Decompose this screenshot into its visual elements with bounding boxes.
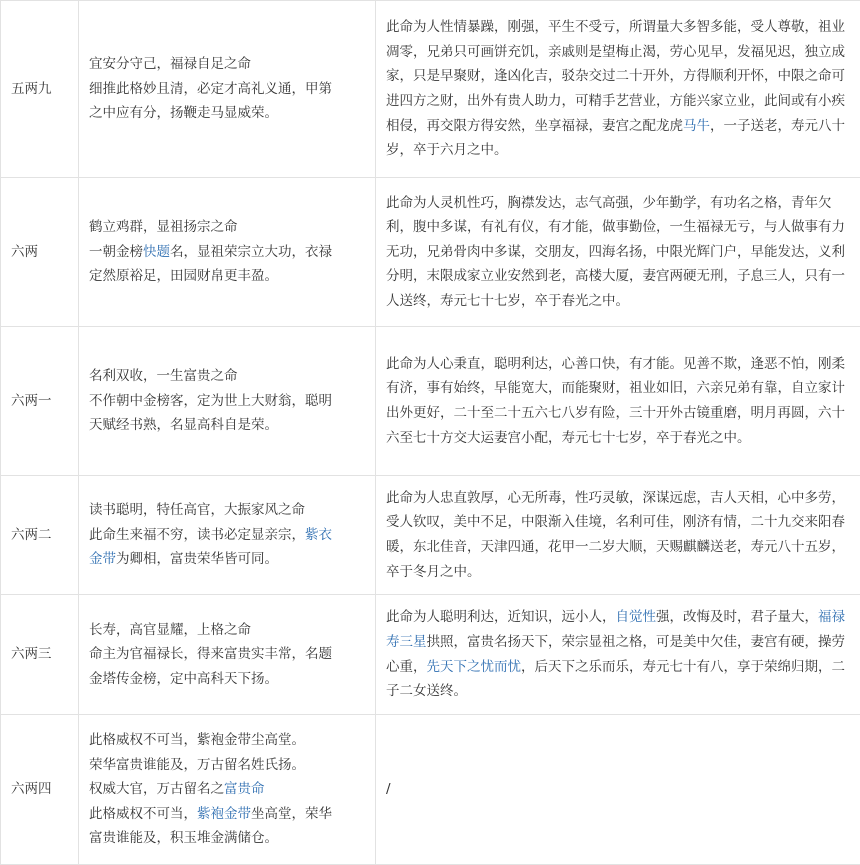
weight-cell: 六两三 — [1, 595, 79, 715]
table-row — [1, 595, 860, 715]
summary-text: 宜安分守己，福禄自足之命 — [89, 56, 251, 72]
detail-text: 拱照，富贵名扬天下，荣宗显祖之格，可是美中欠佳，妻宫有硬，操劳心重， — [386, 634, 845, 675]
summary-text: 鹤立鸡群，显祖扬宗之命 — [89, 219, 238, 235]
summary-line — [89, 364, 365, 389]
weight-cell: 五两九 — [1, 1, 79, 178]
keyword-link[interactable]: 紫袍金带 — [197, 806, 251, 822]
summary-text: 荣华富贵谁能及，万古留名姓氏扬。 — [89, 757, 305, 773]
summary-line — [89, 802, 365, 827]
summary-line — [89, 101, 365, 126]
weight-cell: 六两 — [1, 178, 79, 327]
summary-line — [89, 77, 365, 102]
summary-line — [89, 52, 365, 77]
summary-line — [89, 413, 365, 438]
summary-text: 定然原裕足，田园财帛更丰盈。 — [89, 268, 278, 284]
summary-line — [89, 215, 365, 240]
keyword-link[interactable]: 紫衣 — [305, 527, 332, 543]
table-row — [1, 715, 860, 865]
detail-cell — [376, 178, 860, 327]
detail-paragraph — [386, 191, 850, 314]
detail-text: 此命为人忠直敦厚，心无所毒，性巧灵敏，深谋远虑，吉人天相，心中多劳，受人钦叹，美中不足，中限渐入佳境，名利可佳，刚济有情，二十九交来阳春暖，东北佳音，天津四通，花甲一二岁大顺，天赐麒麟送老，寿元八十五岁，卒于冬月之中。 — [386, 490, 845, 580]
summary-text: 权威大官，万古留名之 — [89, 781, 224, 797]
keyword-link[interactable]: 自觉性 — [616, 609, 657, 625]
summary-line — [89, 826, 365, 851]
detail-paragraph — [386, 352, 850, 450]
detail-cell — [376, 1, 860, 178]
summary-text: 金塔传金榜，定中高科天下扬。 — [89, 671, 278, 687]
summary-text: 名利双收，一生富贵之命 — [89, 368, 238, 384]
summary-text: 名，显祖荣宗立大功，衣禄 — [170, 244, 332, 260]
keyword-link[interactable]: 快题 — [143, 244, 170, 260]
keyword-link[interactable]: 金带 — [89, 551, 116, 567]
summary-cell — [79, 1, 376, 178]
detail-text: ，后天下之乐而乐，寿元七十有八，享于荣绵归期，二子二女送终。 — [386, 659, 845, 700]
table-row — [1, 1, 860, 178]
keyword-link[interactable]: 富贵命 — [224, 781, 265, 797]
summary-text: 此格威权不可当， — [89, 806, 197, 822]
summary-text: 坐高堂，荣华 — [251, 806, 332, 822]
detail-cell — [376, 327, 860, 476]
detail-paragraph — [386, 486, 850, 584]
summary-text: 为卿相，富贵荣华皆可同。 — [116, 551, 278, 567]
summary-text: 命主为官福禄长，得来富贵实丰常，名题 — [89, 646, 332, 662]
summary-text: 读书聪明，特任高官，大振家风之命 — [89, 502, 305, 518]
summary-line — [89, 498, 365, 523]
summary-line — [89, 777, 365, 802]
summary-line — [89, 642, 365, 667]
summary-text: 一朝金榜 — [89, 244, 143, 260]
summary-line — [89, 728, 365, 753]
summary-text: 富贵谁能及，积玉堆金满储仓。 — [89, 830, 278, 846]
detail-paragraph — [386, 777, 850, 802]
summary-line — [89, 523, 365, 548]
summary-cell — [79, 178, 376, 327]
summary-cell — [79, 476, 376, 595]
summary-line — [89, 240, 365, 265]
summary-line — [89, 264, 365, 289]
summary-text: 细推此格妙且清，必定才高礼义通，甲第 — [89, 81, 332, 97]
summary-text: 此命生来福不穷，读书必定显亲宗， — [89, 527, 305, 543]
detail-cell — [376, 595, 860, 715]
summary-text: 不作朝中金榜客，定为世上大财翁，聪明 — [89, 393, 332, 409]
summary-text: 长寿，高官显耀，上格之命 — [89, 622, 251, 638]
summary-text: 天赋经书熟，名显高科自是荣。 — [89, 417, 278, 433]
table-body — [1, 1, 860, 865]
detail-paragraph — [386, 15, 850, 163]
detail-text: 强，改悔及时，君子量大， — [656, 609, 818, 625]
weight-cell: 六两二 — [1, 476, 79, 595]
detail-cell — [376, 476, 860, 595]
detail-paragraph — [386, 605, 850, 703]
summary-line — [89, 753, 365, 778]
keyword-link[interactable]: 先天下之忧而忧 — [427, 659, 522, 675]
summary-line — [89, 618, 365, 643]
summary-text: 此格威权不可当，紫袍金带尘高堂。 — [89, 732, 305, 748]
detail-text: 此命为人性情暴躁，刚强，平生不受亏，所谓量大多智多能，受人尊敬，祖业凋零，兄弟只可画饼充饥，亲戚则是望梅止渴，劳心见早，发福见迟，独立成家，只是早聚财，逢凶化吉，驳杂交过二十开外，方得顺利开怀，中限之命可进四方之财，出外有贵人助力，可精手艺营业，方能兴家立业，此间或有小疾相侵，再交限方得安然，坐享福禄，妻宫之配龙虎 — [386, 19, 845, 133]
summary-text: 之中应有分，扬鞭走马显威荣。 — [89, 105, 278, 121]
keyword-link[interactable]: 马牛 — [683, 118, 710, 134]
detail-text: 此命为人灵机性巧，胸襟发达，志气高强，少年勤学，有功名之格，青年欠利，腹中多谋，有礼有仪，有才能，做事勤俭，一生福禄无亏，与人做事有力无功，兄弟骨肉中多谋，交朋友，四海名扬，中限光辉门户，早能发达，义利分明，末限成家立业安然到老，高楼大厦，妻宫两硬无刑，子息三人，只有一人送终，寿元七十七岁，卒于春光之中。 — [386, 195, 845, 309]
summary-cell — [79, 327, 376, 476]
summary-line — [89, 667, 365, 692]
table-row — [1, 178, 860, 327]
summary-cell — [79, 595, 376, 715]
table-row — [1, 476, 860, 595]
summary-cell — [79, 715, 376, 865]
table-row — [1, 327, 860, 476]
detail-text: 此命为人聪明利达，近知识，远小人， — [386, 609, 616, 625]
summary-line — [89, 389, 365, 414]
weight-cell: 六两一 — [1, 327, 79, 476]
weight-cell: 六两四 — [1, 715, 79, 865]
summary-line — [89, 547, 365, 572]
detail-text: ，一子送老，寿元八十岁，卒于六月之中。 — [386, 118, 845, 159]
keyword-link[interactable]: 福禄寿三星 — [386, 609, 845, 650]
detail-cell — [376, 715, 860, 865]
detail-text: 此命为人心秉直，聪明利达，心善口快，有才能。见善不欺，逢恶不怕，刚柔有济，事有始终，早能宽大，而能聚财，祖业如旧，六亲兄弟有靠，自立家计出外更好，二十至二十五六七八岁有险，三十开外古镜重磨，明月再圆，六十六至七十方交大运妻宫小配，寿元七十七岁，卒于春光之中。 — [386, 356, 845, 446]
detail-text: / — [386, 781, 391, 797]
